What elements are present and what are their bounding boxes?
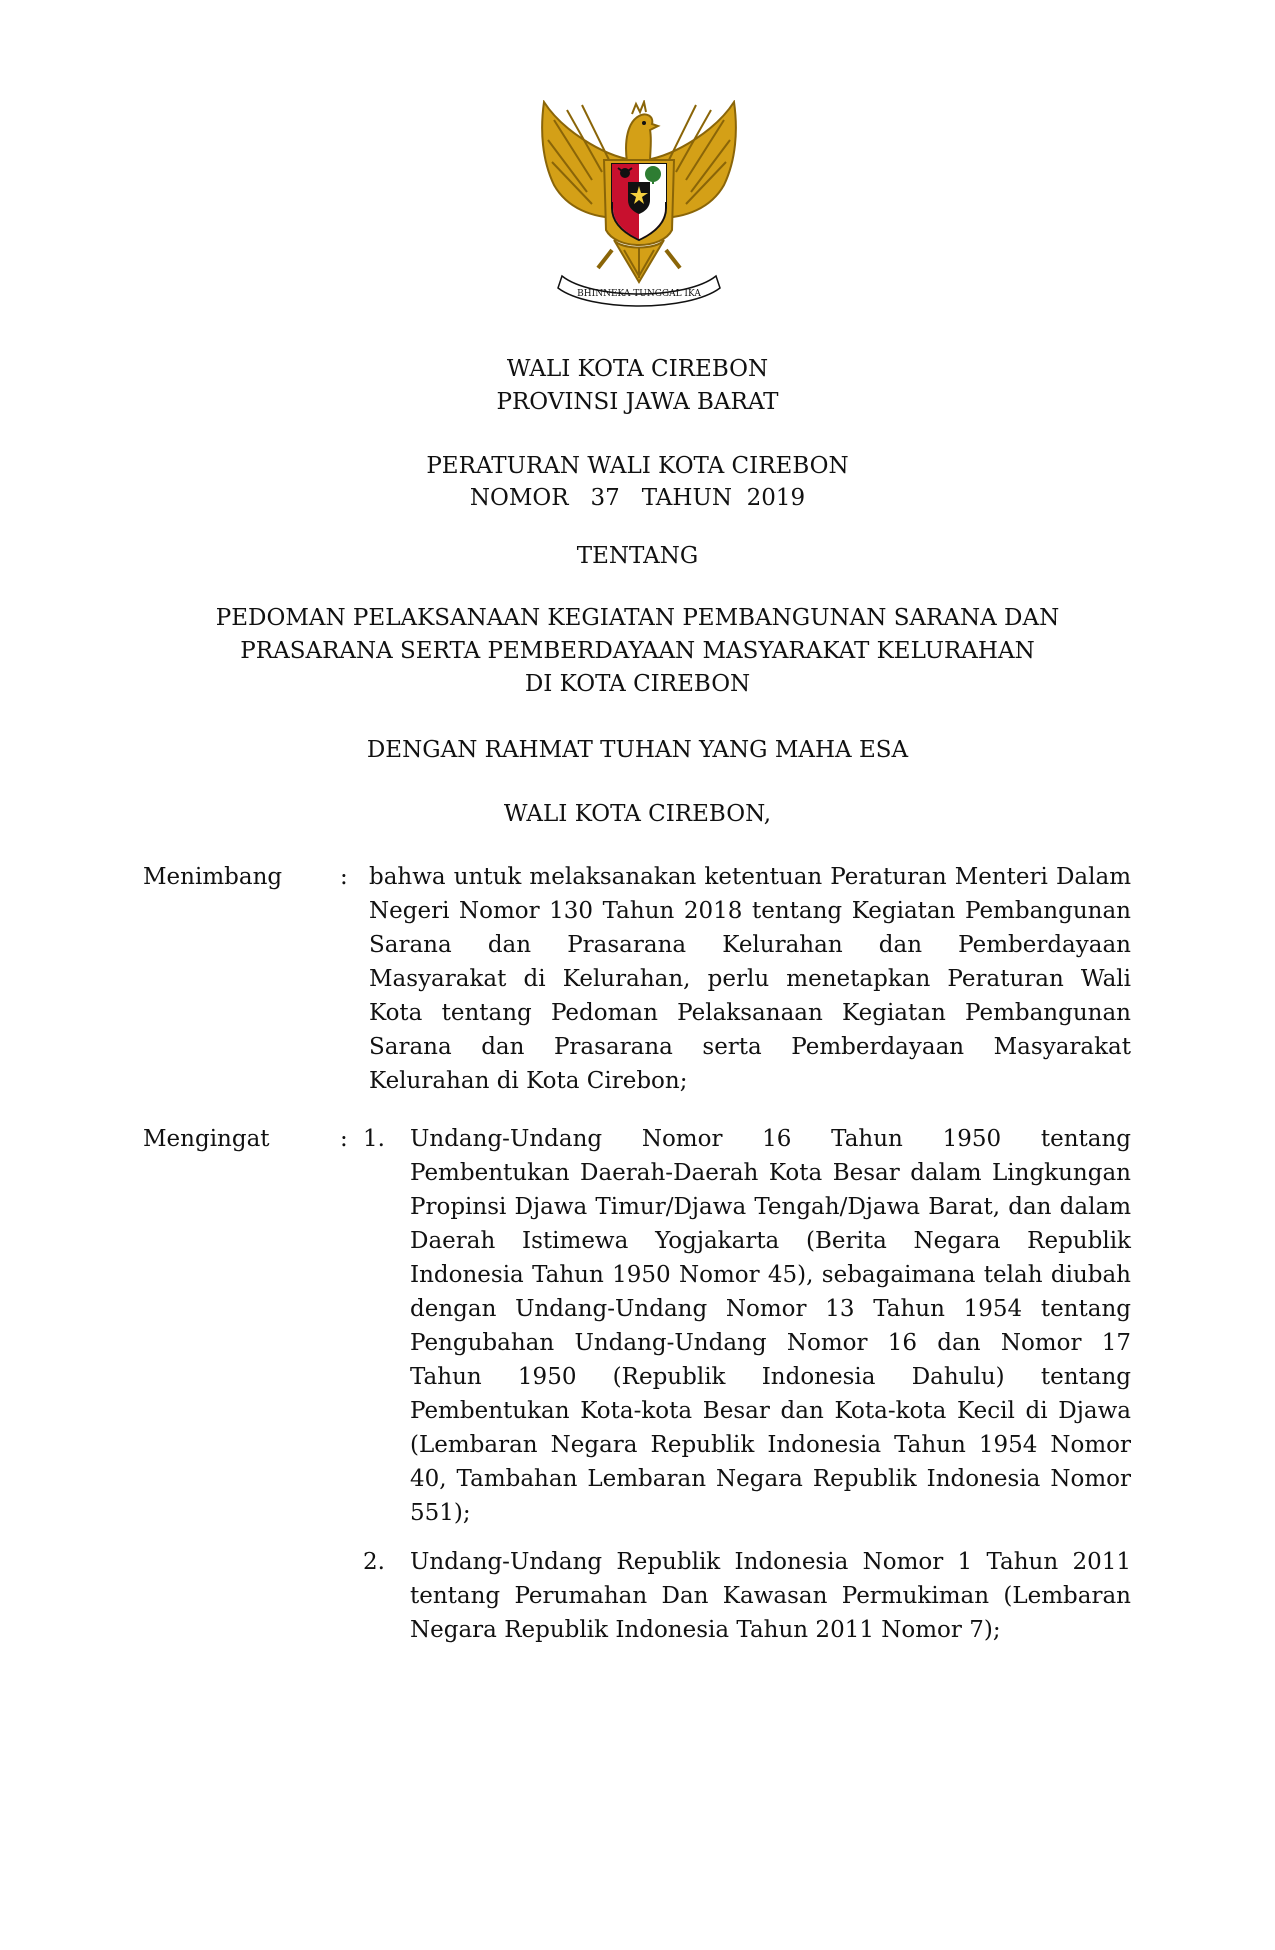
- subject-line-2: PRASARANA SERTA PEMBERDAYAAN MASYARAKAT KELURAHAN: [240, 638, 1035, 664]
- recalling-colon: :: [340, 1126, 348, 1152]
- subject-line-1: PEDOMAN PELAKSANAAN KEGIATAN PEMBANGUNAN SARANA DAN: [215, 605, 1060, 631]
- subject-line-3: DI KOTA CIREBON: [524, 671, 751, 697]
- regulation-number: NOMOR 37 TAHUN 2019: [469, 485, 806, 511]
- recalling-label: Mengingat: [143, 1126, 270, 1152]
- emblem-motto: BHINNEKA TUNGGAL IKA: [577, 289, 701, 299]
- considering-label: Menimbang: [143, 864, 283, 890]
- province-heading: PROVINSI JAWA BARAT: [496, 389, 779, 415]
- recalling-item-2-text: Undang-Undang Republik Indonesia Nomor 1 Tahun 2011 tentang Perumahan Dan Kawasan Permukiman (Lembaran Negara Republik Indonesia Tahun 2011 Nomor 7);: [410, 1549, 1131, 1643]
- recalling-item-1-number: 1.: [363, 1126, 385, 1152]
- garuda-pancasila-emblem: [532, 100, 746, 310]
- recalling-item-1-text: Undang-Undang Nomor 16 Tahun 1950 tentang Pembentukan Daerah-Daerah Kota Besar dalam Lingkungan Propinsi Djawa Timur/Djawa Tengah/Djawa Barat, dan dalam Daerah Istimewa Yogjakarta (Berita Negara Republik Indonesia Tahun 1950 Nomor 45), sebagaimana telah diubah dengan Undang-Undang Nomor 13 Tahun 1954 tentang Pengubahan Undang-Undang Nomor 16 dan Nomor 17 Tahun 1950 (Republik Indonesia Dahulu) tentang Pembentukan Kota-kota Besar dan Kota-kota Kecil di Djawa (Lembaran Negara Republik Indonesia Tahun 1954 Nomor 40, Tambahan Lembaran Negara Republik Indonesia Nomor 551);: [410, 1126, 1131, 1526]
- considering-text: bahwa untuk melaksanakan ketentuan Peraturan Menteri Dalam Negeri Nomor 130 Tahun 2018 tentang Kegiatan Pembangunan Sarana dan Prasarana Kelurahan dan Pemberdayaan Masyarakat di Kelurahan, perlu menetapkan Peraturan Wali Kota tentang Pedoman Pelaksanaan Kegiatan Pembangunan Sarana dan Prasarana serta Pemberdayaan Masyarakat Kelurahan di Kota Cirebon;: [369, 864, 1131, 1094]
- recalling-item-2-number: 2.: [363, 1549, 385, 1575]
- grace-statement: DENGAN RAHMAT TUHAN YANG MAHA ESA: [366, 737, 909, 763]
- city-heading: WALI KOTA CIREBON: [506, 356, 769, 382]
- authority-statement: WALI KOTA CIREBON,: [503, 801, 772, 827]
- regulation-title: PERATURAN WALI KOTA CIREBON: [426, 453, 849, 479]
- about-label: TENTANG: [576, 543, 699, 569]
- considering-colon: :: [340, 864, 348, 890]
